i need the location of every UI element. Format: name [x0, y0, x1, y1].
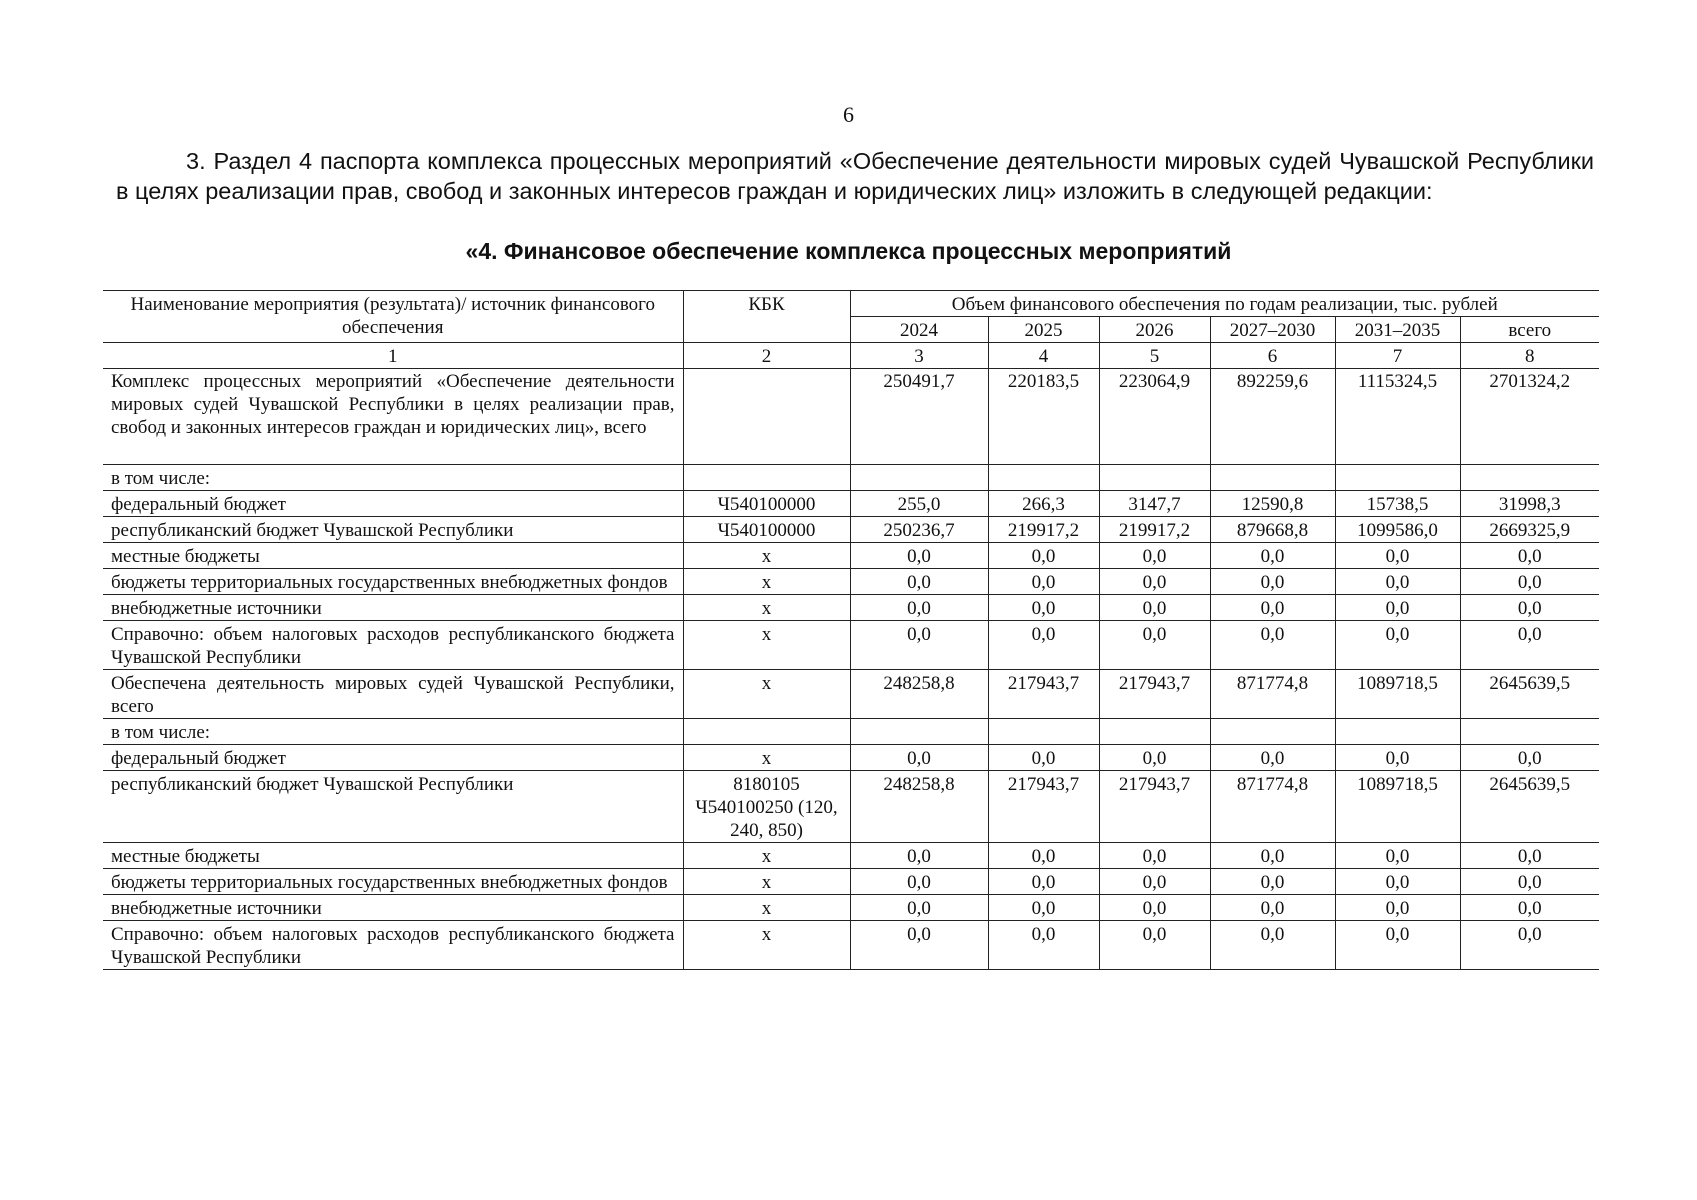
row-name: в том числе:	[103, 719, 683, 745]
row-value: 0,0	[1099, 921, 1210, 970]
row-value: 2645639,5	[1460, 771, 1599, 843]
row-kbk: 8180105 Ч540100250 (120, 240, 850)	[683, 771, 850, 843]
table-row	[103, 843, 1599, 869]
table-row	[103, 869, 1599, 895]
row-value: 0,0	[1460, 569, 1599, 595]
row-value: 0,0	[1335, 921, 1460, 970]
row-value: 0,0	[1335, 543, 1460, 569]
row-value: 0,0	[850, 895, 988, 921]
row-value	[1335, 719, 1460, 745]
table-row	[103, 569, 1599, 595]
row-value: 0,0	[850, 543, 988, 569]
intro-paragraph: 3. Раздел 4 паспорта комплекса процессных мероприятий «Обеспечение деятельности мировых судей Чувашской Республики в целях реализации прав, свобод и законных интересов граждан и юридических лиц» изложить в следующей редакции:	[116, 148, 1594, 204]
row-value: 0,0	[1335, 869, 1460, 895]
row-kbk: Ч540100000	[683, 491, 850, 517]
row-value: 879668,8	[1210, 517, 1335, 543]
row-kbk: x	[683, 869, 850, 895]
row-value: 219917,2	[988, 517, 1099, 543]
row-kbk: x	[683, 921, 850, 970]
financing-table	[103, 290, 1599, 970]
table-row	[103, 621, 1599, 670]
row-value	[988, 719, 1099, 745]
row-kbk: x	[683, 843, 850, 869]
row-value: 0,0	[1210, 895, 1335, 921]
row-value: 12590,8	[1210, 491, 1335, 517]
row-value: 892259,6	[1210, 369, 1335, 465]
column-number: 5	[1099, 343, 1210, 369]
row-value: 31998,3	[1460, 491, 1599, 517]
row-value: 248258,8	[850, 670, 988, 719]
column-number: 6	[1210, 343, 1335, 369]
column-number: 2	[683, 343, 850, 369]
row-value: 15738,5	[1335, 491, 1460, 517]
row-value	[850, 719, 988, 745]
row-value: 0,0	[1460, 595, 1599, 621]
row-value: 0,0	[1335, 621, 1460, 670]
row-value: 0,0	[1210, 745, 1335, 771]
row-name: республиканский бюджет Чувашской Республики	[103, 771, 683, 843]
row-value: 0,0	[1210, 595, 1335, 621]
table-row	[103, 719, 1599, 745]
column-numbers-row	[103, 343, 1599, 369]
table-row	[103, 895, 1599, 921]
row-value: 0,0	[1210, 543, 1335, 569]
row-value: 255,0	[850, 491, 988, 517]
row-value: 1089718,5	[1335, 771, 1460, 843]
row-value: 0,0	[1099, 895, 1210, 921]
column-number: 3	[850, 343, 988, 369]
row-value: 0,0	[988, 595, 1099, 621]
table-row	[103, 517, 1599, 543]
row-kbk: x	[683, 670, 850, 719]
row-value: 250491,7	[850, 369, 988, 465]
table-row	[103, 771, 1599, 843]
row-kbk	[683, 465, 850, 491]
header-year: 2025	[988, 317, 1099, 343]
header-year: 2027–2030	[1210, 317, 1335, 343]
row-name: местные бюджеты	[103, 543, 683, 569]
row-value: 0,0	[1335, 745, 1460, 771]
row-value	[1335, 465, 1460, 491]
row-value: 0,0	[1210, 921, 1335, 970]
row-value: 0,0	[850, 745, 988, 771]
row-value: 0,0	[1460, 621, 1599, 670]
header-year: 2031–2035	[1335, 317, 1460, 343]
row-kbk: x	[683, 543, 850, 569]
row-value: 0,0	[988, 921, 1099, 970]
row-value: 0,0	[1099, 621, 1210, 670]
row-value: 871774,8	[1210, 670, 1335, 719]
row-name: внебюджетные источники	[103, 595, 683, 621]
row-value: 217943,7	[988, 771, 1099, 843]
table-row	[103, 543, 1599, 569]
table-body	[103, 369, 1599, 970]
row-kbk: x	[683, 621, 850, 670]
row-value: 0,0	[1099, 745, 1210, 771]
row-value: 0,0	[1460, 869, 1599, 895]
row-value: 2701324,2	[1460, 369, 1599, 465]
header-year: 2024	[850, 317, 988, 343]
row-value: 0,0	[1460, 745, 1599, 771]
row-value: 0,0	[988, 621, 1099, 670]
table-row	[103, 745, 1599, 771]
row-value: 0,0	[1099, 595, 1210, 621]
row-name: федеральный бюджет	[103, 491, 683, 517]
row-value: 248258,8	[850, 771, 988, 843]
row-value: 0,0	[1099, 869, 1210, 895]
row-value: 0,0	[850, 569, 988, 595]
header-kbk: КБК	[683, 291, 850, 343]
row-name: федеральный бюджет	[103, 745, 683, 771]
row-value: 0,0	[850, 869, 988, 895]
row-name: внебюджетные источники	[103, 895, 683, 921]
row-value: 0,0	[850, 621, 988, 670]
row-value: 0,0	[1099, 569, 1210, 595]
row-value: 217943,7	[988, 670, 1099, 719]
row-value: 2645639,5	[1460, 670, 1599, 719]
table-row	[103, 465, 1599, 491]
section-heading: «4. Финансовое обеспечение комплекса процессных мероприятий	[465, 238, 1232, 264]
row-value: 0,0	[1460, 921, 1599, 970]
row-value: 217943,7	[1099, 670, 1210, 719]
column-number: 7	[1335, 343, 1460, 369]
row-name: республиканский бюджет Чувашской Республики	[103, 517, 683, 543]
row-name: Справочно: объем налоговых расходов республиканского бюджета Чувашской Республики	[103, 621, 683, 670]
header-year: 2026	[1099, 317, 1210, 343]
row-kbk: x	[683, 595, 850, 621]
row-value: 0,0	[1335, 895, 1460, 921]
row-value: 0,0	[1335, 843, 1460, 869]
row-name: Комплекс процессных мероприятий «Обеспечение деятельности мировых судей Чувашской Республики в целях реализации прав, свобод и законных интересов граждан и юридических лиц», всего	[103, 369, 683, 465]
row-value: 0,0	[1210, 843, 1335, 869]
row-value	[850, 465, 988, 491]
column-number: 4	[988, 343, 1099, 369]
row-name: бюджеты территориальных государственных внебюджетных фондов	[103, 869, 683, 895]
row-value: 0,0	[850, 921, 988, 970]
row-value: 0,0	[988, 745, 1099, 771]
column-number: 1	[103, 343, 683, 369]
row-value: 219917,2	[1099, 517, 1210, 543]
table-row	[103, 670, 1599, 719]
row-value: 0,0	[1335, 569, 1460, 595]
table-row	[103, 369, 1599, 465]
row-value: 1115324,5	[1335, 369, 1460, 465]
row-value: 0,0	[988, 869, 1099, 895]
row-value: 0,0	[988, 843, 1099, 869]
row-value: 1089718,5	[1335, 670, 1460, 719]
row-value: 871774,8	[1210, 771, 1335, 843]
row-value: 0,0	[1460, 895, 1599, 921]
row-value	[1460, 719, 1599, 745]
row-kbk	[683, 369, 850, 465]
header-name: Наименование мероприятия (результата)/ источник финансового обеспечения	[103, 291, 683, 343]
row-value: 0,0	[1460, 543, 1599, 569]
table-header	[103, 291, 1599, 369]
header-year: всего	[1460, 317, 1599, 343]
row-value: 0,0	[988, 569, 1099, 595]
table-row	[103, 921, 1599, 970]
row-kbk: x	[683, 745, 850, 771]
row-value: 217943,7	[1099, 771, 1210, 843]
row-value	[1099, 719, 1210, 745]
row-value: 223064,9	[1099, 369, 1210, 465]
row-name: Справочно: объем налоговых расходов республиканского бюджета Чувашской Республики	[103, 921, 683, 970]
row-kbk	[683, 719, 850, 745]
row-value	[988, 465, 1099, 491]
row-value: 0,0	[1210, 621, 1335, 670]
row-value: 1099586,0	[1335, 517, 1460, 543]
row-value	[1099, 465, 1210, 491]
row-value: 250236,7	[850, 517, 988, 543]
table-row	[103, 491, 1599, 517]
row-value: 0,0	[850, 595, 988, 621]
row-value: 0,0	[988, 543, 1099, 569]
row-value: 220183,5	[988, 369, 1099, 465]
row-kbk: x	[683, 569, 850, 595]
row-kbk: Ч540100000	[683, 517, 850, 543]
row-value	[1210, 465, 1335, 491]
row-value	[1210, 719, 1335, 745]
row-value: 0,0	[1460, 843, 1599, 869]
row-value: 0,0	[988, 895, 1099, 921]
row-value: 266,3	[988, 491, 1099, 517]
row-name: Обеспечена деятельность мировых судей Чувашской Республики, всего	[103, 670, 683, 719]
page-number: 6	[843, 102, 854, 127]
row-value: 3147,7	[1099, 491, 1210, 517]
row-value: 0,0	[850, 843, 988, 869]
row-value: 0,0	[1099, 843, 1210, 869]
row-value	[1460, 465, 1599, 491]
row-value: 0,0	[1210, 869, 1335, 895]
row-value: 0,0	[1099, 543, 1210, 569]
row-value: 0,0	[1335, 595, 1460, 621]
row-value: 0,0	[1210, 569, 1335, 595]
row-kbk: x	[683, 895, 850, 921]
row-value: 2669325,9	[1460, 517, 1599, 543]
header-volume: Объем финансового обеспечения по годам реализации, тыс. рублей	[850, 291, 1599, 317]
row-name: в том числе:	[103, 465, 683, 491]
column-number: 8	[1460, 343, 1599, 369]
row-name: местные бюджеты	[103, 843, 683, 869]
row-name: бюджеты территориальных государственных внебюджетных фондов	[103, 569, 683, 595]
table-row	[103, 595, 1599, 621]
